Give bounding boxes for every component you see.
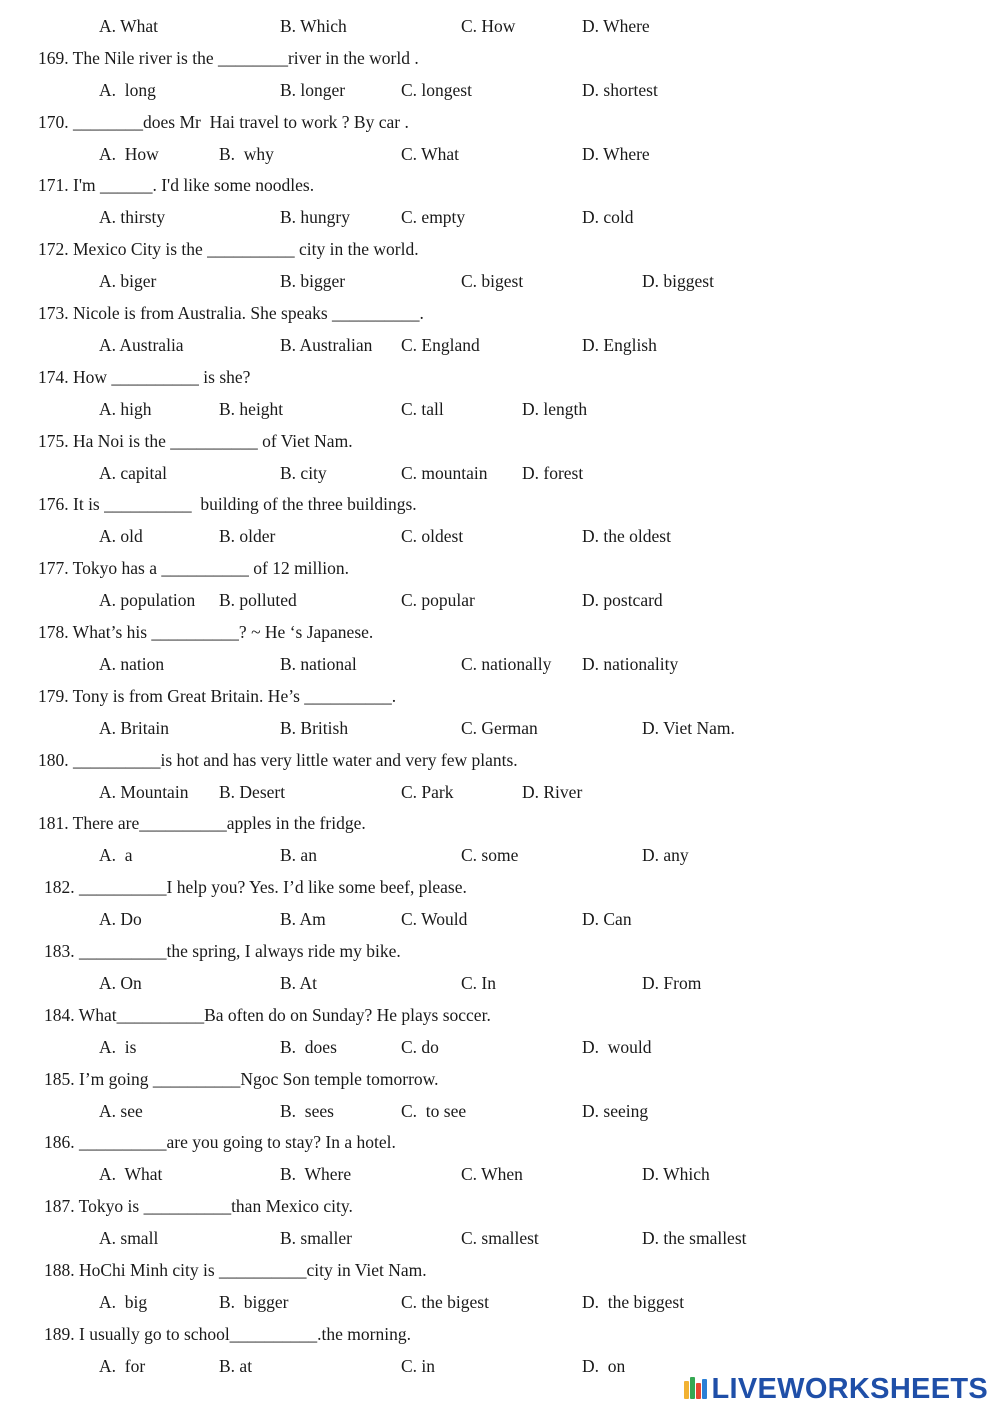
question-text: 176. It is __________ building of the three buildings. — [38, 494, 417, 515]
answer-option-a: A. population — [99, 590, 196, 611]
answer-option-c: C. German — [461, 717, 538, 738]
answer-option-a: A. Britain — [99, 717, 169, 738]
question-text: 169. The Nile river is the ________river in the world . — [38, 47, 419, 68]
answer-option-c: C. oldest — [401, 526, 464, 547]
liveworksheets-logo-text: LIVEWORKSHEETS — [711, 1373, 988, 1405]
answer-option-c: C. mountain — [401, 462, 488, 483]
answer-option-b: B. smaller — [280, 1228, 352, 1249]
question-text: 186. __________are you going to stay? In a hotel. — [44, 1132, 396, 1153]
answer-option-d: D. postcard — [582, 590, 663, 611]
answer-option-d: D. seeing — [582, 1100, 649, 1121]
answer-option-a: A. What — [99, 16, 158, 36]
answer-option-b: B. bigger — [219, 1292, 289, 1312]
answer-option-c: C. do — [401, 1036, 439, 1057]
answer-option-a: A. a — [99, 845, 133, 866]
answer-option-a: A. small — [99, 1228, 159, 1249]
answer-option-c: C. popular — [401, 590, 475, 611]
answer-option-d: D. River — [522, 781, 583, 802]
answer-option-c: C. in — [401, 1355, 436, 1376]
answer-option-b: B. why — [219, 143, 274, 164]
answer-option-d: D. cold — [582, 207, 634, 228]
answer-option-a: A. long — [99, 79, 156, 100]
answer-option-b: B. height — [219, 398, 284, 419]
answer-option-c: C. England — [401, 335, 480, 355]
answer-option-c: C. smallest — [461, 1228, 539, 1249]
question-text: 171. I'm ______. I'd like some noodles. — [38, 175, 315, 196]
liveworksheets-logo — [684, 1373, 989, 1405]
answer-option-d: D. biggest — [642, 271, 714, 292]
answer-option-b: B. Which — [280, 16, 347, 36]
question-text: 185. I’m going __________Ngoc Son temple tomorrow. — [44, 1068, 439, 1089]
answer-option-a: A. Australia — [99, 335, 184, 355]
answer-option-a: A. thirsty — [99, 207, 166, 228]
answer-option-d: D. From — [642, 973, 702, 993]
answer-option-c: C. In — [461, 973, 496, 993]
answer-option-d: D. on — [582, 1355, 626, 1376]
answer-option-d: D. length — [522, 398, 588, 419]
question-text: 188. HoChi Minh city is __________city in Viet Nam. — [44, 1260, 427, 1280]
answer-option-a: A. On — [99, 973, 142, 993]
answer-option-b: B. sees — [280, 1100, 334, 1121]
answer-option-a: A. Do — [99, 909, 142, 930]
liveworksheets-logo-icon — [684, 1377, 706, 1401]
answer-option-b: B. British — [280, 717, 349, 738]
answer-option-a: A. high — [99, 398, 152, 419]
answer-option-a: A. capital — [99, 462, 168, 483]
answer-option-d: D. the smallest — [642, 1228, 747, 1249]
answer-option-d: D. Viet Nam. — [642, 717, 735, 738]
question-text: 172. Mexico City is the __________ city in the world. — [38, 239, 419, 260]
answer-option-a: A. How — [99, 143, 159, 164]
answer-option-c: C. Park — [401, 781, 454, 802]
question-text: 174. How __________ is she? — [38, 366, 251, 387]
answer-option-c: C. the bigest — [401, 1292, 489, 1312]
answer-option-a: A. Mountain — [99, 781, 189, 802]
answer-option-c: C. to see — [401, 1100, 467, 1121]
answer-option-b: B. Where — [280, 1164, 352, 1185]
answer-option-d: D. Which — [642, 1164, 710, 1185]
answer-option-a: A. biger — [99, 271, 157, 292]
question-text: 180. __________is hot and has very little water and very few plants. — [38, 749, 518, 770]
answer-option-b: B. Australian — [280, 335, 373, 355]
answer-option-b: B. at — [219, 1355, 253, 1376]
answer-option-b: B. polluted — [219, 590, 297, 611]
answer-option-d: D. English — [582, 335, 657, 355]
answer-option-a: A. for — [99, 1355, 146, 1376]
question-text: 183. __________the spring, I always ride my bike. — [44, 941, 401, 961]
answer-option-c: C. some — [461, 845, 519, 866]
answer-option-c: C. How — [461, 16, 516, 36]
question-text: 184. What__________Ba often do on Sunday? He plays soccer. — [44, 1004, 491, 1025]
answer-option-d: D. would — [582, 1036, 652, 1057]
answer-option-d: D. the oldest — [582, 526, 671, 547]
question-text: 187. Tokyo is __________than Mexico city. — [44, 1196, 353, 1217]
answer-option-a: A. is — [99, 1036, 137, 1057]
question-text: 189. I usually go to school__________.the morning. — [44, 1323, 411, 1344]
answer-option-c: C. Would — [401, 909, 468, 930]
answer-option-c: C. empty — [401, 207, 466, 228]
answer-option-c: C. When — [461, 1164, 523, 1185]
question-text: 182. __________I help you? Yes. I’d like some beef, please. — [44, 877, 467, 898]
answer-option-d: D. nationality — [582, 654, 679, 674]
answer-option-d: D. shortest — [582, 79, 658, 100]
answer-option-b: B. city — [280, 462, 327, 483]
answer-option-c: C. bigest — [461, 271, 524, 292]
question-text: 170. ________does Mr Hai travel to work ? By car . — [38, 111, 409, 132]
answer-option-b: B. longer — [280, 79, 346, 100]
answer-option-b: B. hungry — [280, 207, 350, 228]
answer-option-c: C. longest — [401, 79, 472, 100]
answer-option-b: B. older — [219, 526, 276, 547]
answer-option-d: D. Where — [582, 16, 650, 36]
answer-option-d: D. Can — [582, 909, 632, 930]
answer-option-c: C. tall — [401, 398, 444, 419]
answer-option-a: A. see — [99, 1100, 143, 1121]
answer-option-b: B. At — [280, 973, 317, 993]
answer-option-c: C. nationally — [461, 654, 552, 674]
answer-option-a: A. big — [99, 1292, 148, 1312]
answer-option-d: D. forest — [522, 462, 584, 483]
question-text: 173. Nicole is from Australia. She speaks __________. — [38, 303, 424, 323]
answer-option-b: B. does — [280, 1036, 337, 1057]
question-text: 175. Ha Noi is the __________ of Viet Nam. — [38, 430, 353, 451]
answer-option-c: C. What — [401, 143, 460, 164]
question-text: 178. What’s his __________? ~ He ‘s Japanese. — [38, 622, 374, 642]
question-text: 179. Tony is from Great Britain. He’s __________. — [38, 685, 397, 706]
answer-option-b: B. an — [280, 845, 317, 866]
answer-option-d: D. the biggest — [582, 1292, 685, 1312]
answer-option-b: B. national — [280, 654, 357, 674]
answer-option-a: A. nation — [99, 654, 165, 674]
answer-option-a: A. old — [99, 526, 143, 547]
answer-option-d: D. Where — [582, 143, 650, 164]
answer-option-b: B. bigger — [280, 271, 346, 292]
answer-option-b: B. Am — [280, 909, 326, 930]
question-text: 177. Tokyo has a __________ of 12 million. — [38, 558, 350, 579]
answer-option-b: B. Desert — [219, 781, 286, 802]
question-text: 181. There are__________apples in the fridge. — [38, 813, 366, 834]
answer-option-d: D. any — [642, 845, 689, 866]
answer-option-a: A. What — [99, 1164, 163, 1185]
